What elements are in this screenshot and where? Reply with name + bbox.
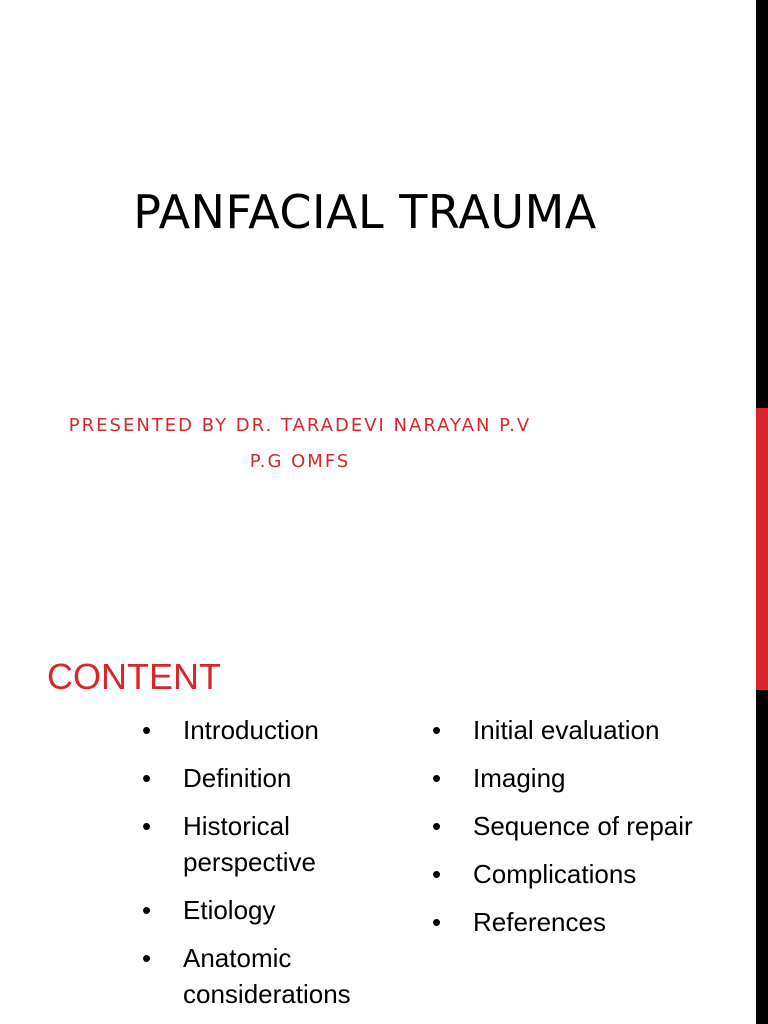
side-bar-accent bbox=[756, 408, 768, 690]
content-list-left bbox=[142, 712, 402, 1024]
list-item: • Definition bbox=[142, 760, 402, 796]
list-item: • References bbox=[432, 904, 732, 940]
list-item: • Historical perspective bbox=[142, 808, 402, 880]
bullet-icon: • bbox=[142, 811, 152, 841]
list-item: • Introduction bbox=[142, 712, 402, 748]
bullet-icon: • bbox=[142, 763, 152, 793]
bullet-icon: • bbox=[142, 895, 152, 925]
list-item: • Complications bbox=[432, 856, 732, 892]
presenter-line: PRESENTED BY DR. TARADEVI NARAYAN P.V bbox=[68, 415, 532, 436]
bullet-icon: • bbox=[432, 715, 442, 745]
bullet-icon: • bbox=[432, 763, 442, 793]
list-item: • Anatomic considerations bbox=[142, 940, 402, 1012]
list-item: • Etiology bbox=[142, 892, 402, 928]
slide-subtitle bbox=[0, 408, 600, 480]
bullet-icon: • bbox=[432, 859, 442, 889]
bullet-icon: • bbox=[432, 811, 442, 841]
list-item: • Imaging bbox=[432, 760, 732, 796]
bullet-icon: • bbox=[142, 715, 152, 745]
bullet-icon: • bbox=[432, 907, 442, 937]
list-item: • Initial evaluation bbox=[432, 712, 732, 748]
list-item: • Sequence of repair bbox=[432, 808, 732, 844]
slide-title: PANFACIAL TRAUMA bbox=[133, 185, 597, 239]
content-heading: CONTENT bbox=[47, 656, 221, 697]
content-list-right bbox=[432, 712, 732, 952]
course-line: P.G OMFS bbox=[249, 451, 351, 472]
bullet-icon: • bbox=[142, 943, 152, 973]
